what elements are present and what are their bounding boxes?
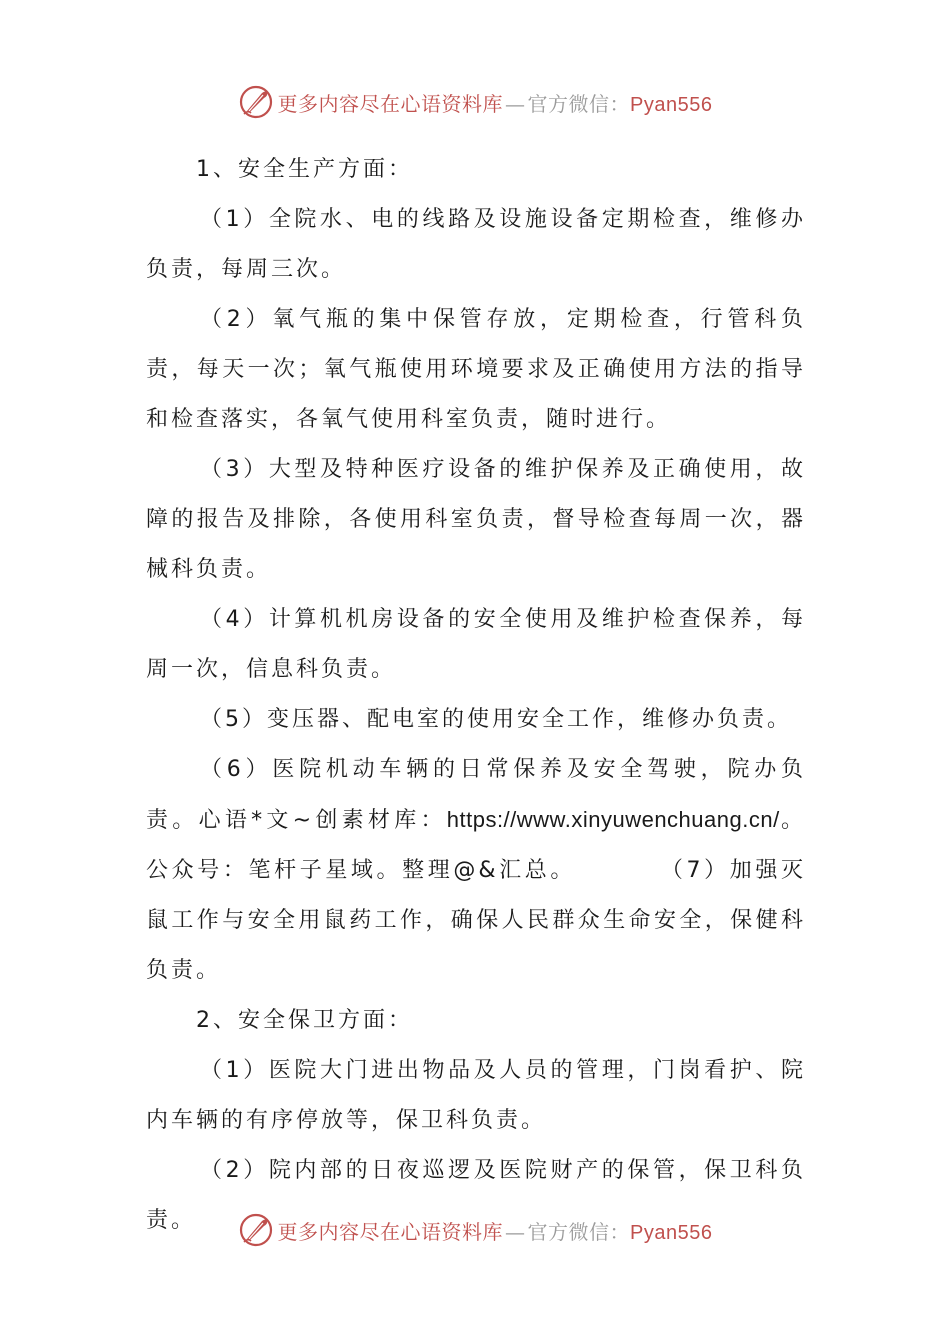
header-wechat-id: Pyan556 <box>630 93 713 116</box>
quill-logo-icon <box>238 1212 274 1248</box>
section-1-item-6-paragraph <box>146 745 806 996</box>
header-brand <box>278 88 713 117</box>
footer-dash: — <box>505 1219 526 1244</box>
item-7-gap <box>576 858 661 883</box>
header-wechat-label: 官方微信： <box>527 91 631 116</box>
section-1-item-1: （1）全院水、电的线路及设施设备定期检查，维修办负责，每周三次。 <box>146 207 806 282</box>
footer-wechat-label: 官方微信： <box>527 1219 631 1244</box>
section-1-item-5: （5）变压器、配电室的使用安全工作，维修办负责。 <box>200 707 792 732</box>
section-1-item-7: （7）加强灭鼠工作与安全用鼠药工作，确保人民群众生命安全，保健科负责。 <box>146 858 807 983</box>
section-2-item-1: （1）医院大门进出物品及人员的管理，门岗看护、院内车辆的有序停放等，保卫科负责。 <box>146 1058 806 1133</box>
section-1-item-2: （2）氧气瓶的集中保管存放，定期检查，行管科负责，每天一次；氧气瓶使用环境要求及正确使用方法的指导和检查落实，各氧气使用科室负责，随时进行。 <box>146 307 806 432</box>
watermark-suffix: 。公众号：笔杆子星域。整理@&汇总。 <box>146 808 806 883</box>
footer-brand-text: 更多内容尽在心语资料库 <box>277 1219 504 1244</box>
document-body <box>146 145 806 1246</box>
section-2-title: 2、安全保卫方面： <box>196 1008 413 1033</box>
footer-brand <box>278 1216 713 1245</box>
page-footer <box>0 1210 950 1250</box>
section-1-title: 1、安全生产方面： <box>196 157 413 182</box>
quill-logo-icon <box>238 84 274 120</box>
header-brand-text: 更多内容尽在心语资料库 <box>277 91 504 116</box>
header-dash: — <box>505 91 526 116</box>
watermark-prefix: 心语*文~创素材库： <box>198 808 447 833</box>
footer-wechat-id: Pyan556 <box>630 1221 713 1244</box>
section-1-item-6: （6）医院机动车辆的日常保养及安全驾驶，院办负责。 <box>146 757 806 833</box>
section-2-item-2: （2）院内部的日夜巡逻及医院财产的保管，保卫科负责。 <box>146 1158 806 1233</box>
page-header <box>0 82 950 122</box>
section-1-item-4: （4）计算机机房设备的安全使用及维护检查保养，每周一次，信息科负责。 <box>146 607 806 682</box>
watermark-url: https://www.xinyuwenchuang.cn/ <box>446 807 780 832</box>
section-1-item-3: （3）大型及特种医疗设备的维护保养及正确使用，故障的报告及排除，各使用科室负责，督导检查每周一次，器械科负责。 <box>146 457 806 582</box>
